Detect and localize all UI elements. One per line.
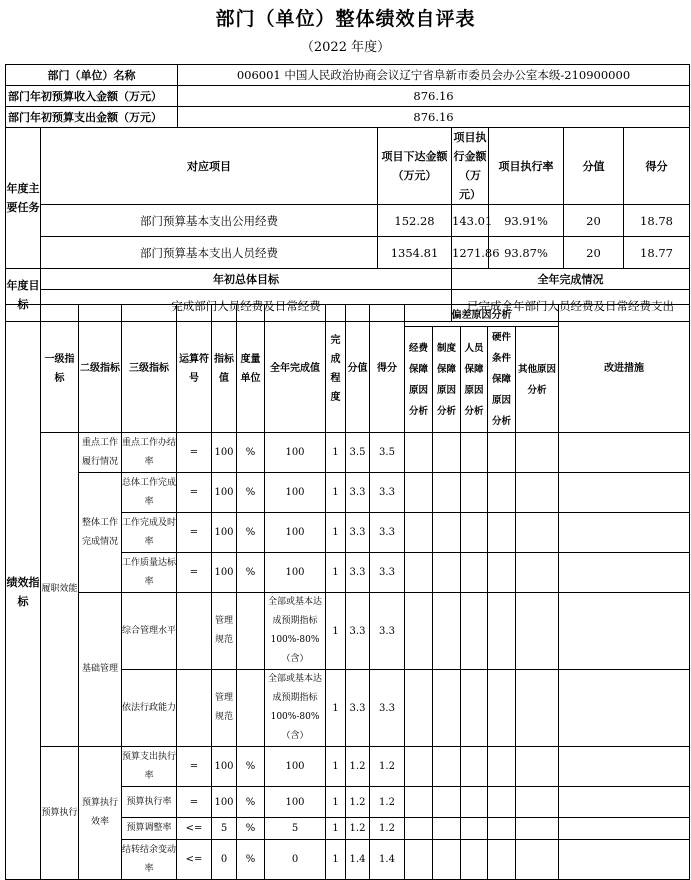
dev-other-cell — [516, 513, 559, 553]
target-value: 100 — [212, 513, 237, 553]
unit-value: % — [237, 553, 265, 593]
improve-cell — [559, 433, 690, 473]
improve-cell — [559, 513, 690, 553]
table-row — [6, 473, 690, 513]
expense-value: 876.16 — [178, 107, 690, 128]
degree-value: 1 — [326, 553, 346, 593]
dev-staff-cell — [461, 670, 488, 747]
dev-staff-cell — [461, 513, 488, 553]
header-improve: 改进措施 — [559, 305, 690, 433]
op-value: = — [177, 433, 212, 473]
actual-value: 全部或基本达成预期指标100%-80%（含） — [265, 670, 326, 747]
dev-staff-cell — [461, 593, 488, 670]
score-value: 3.3 — [346, 513, 370, 553]
dev-other-cell — [516, 670, 559, 747]
got-value: 3.3 — [370, 473, 405, 513]
l2-group: 重点工作履行情况 — [79, 433, 122, 473]
header-dev-funds: 经费保障原因分析 — [405, 327, 433, 433]
actual-value: 100 — [265, 553, 326, 593]
task-executed: 143.01 — [452, 205, 489, 237]
target-value: 5 — [212, 818, 237, 840]
dev-other-cell — [516, 840, 559, 880]
dev-system-cell — [433, 747, 461, 787]
got-value: 1.2 — [370, 818, 405, 840]
dev-staff-cell — [461, 553, 488, 593]
task-rate: 93.91% — [489, 205, 564, 237]
tasks-header-executed: 项目执行金额（万元） — [452, 128, 489, 205]
header-dev-system: 制度保障原因分析 — [433, 327, 461, 433]
l3-name: 综合管理水平 — [122, 593, 177, 670]
tasks-side-label: 年度主要任务 — [6, 128, 41, 269]
dev-staff-cell — [461, 840, 488, 880]
l3-name: 工作完成及时率 — [122, 513, 177, 553]
unit-name-value: 006001 中国人民政治协商会议辽宁省阜新市委员会办公室本级-210900000 — [178, 65, 690, 86]
dev-hardware-cell — [488, 473, 516, 513]
degree-value: 1 — [326, 473, 346, 513]
l1-group: 履职效能 — [41, 433, 79, 747]
op-value: = — [177, 747, 212, 787]
dev-hardware-cell — [488, 593, 516, 670]
header-l2: 二级指标 — [79, 305, 122, 433]
degree-value: 1 — [326, 593, 346, 670]
table-row — [6, 593, 690, 670]
unit-value — [237, 593, 265, 670]
target-value: 0 — [212, 840, 237, 880]
got-value: 3.3 — [370, 670, 405, 747]
task-got: 18.77 — [624, 237, 690, 269]
op-value: <= — [177, 840, 212, 880]
degree-value: 1 — [326, 840, 346, 880]
got-value: 1.2 — [370, 747, 405, 787]
task-score: 20 — [564, 237, 624, 269]
header-unit: 度量单位 — [237, 305, 265, 433]
dev-system-cell — [433, 433, 461, 473]
unit-value: % — [237, 787, 265, 818]
dev-system-cell — [433, 513, 461, 553]
dev-other-cell — [516, 433, 559, 473]
degree-value: 1 — [326, 513, 346, 553]
unit-value — [237, 670, 265, 747]
dev-funds-cell — [405, 513, 433, 553]
score-value: 1.2 — [346, 818, 370, 840]
dev-other-cell — [516, 553, 559, 593]
degree-value: 1 — [326, 670, 346, 747]
goals-header-actual: 全年完成情况 — [452, 269, 690, 290]
l2-group: 基础管理 — [79, 593, 122, 747]
degree-value: 1 — [326, 433, 346, 473]
improve-cell — [559, 818, 690, 840]
unit-value: % — [237, 840, 265, 880]
degree-value: 1 — [326, 747, 346, 787]
actual-value: 100 — [265, 513, 326, 553]
l3-name: 依法行政能力 — [122, 670, 177, 747]
l2-group: 预算执行效率 — [79, 747, 122, 880]
score-value: 3.3 — [346, 553, 370, 593]
dev-staff-cell — [461, 433, 488, 473]
tasks-header-score: 分值 — [564, 128, 624, 205]
dev-funds-cell — [405, 433, 433, 473]
degree-value: 1 — [326, 787, 346, 818]
op-value — [177, 670, 212, 747]
improve-cell — [559, 473, 690, 513]
task-name: 部门预算基本支出人员经费 — [41, 237, 378, 269]
unit-value: % — [237, 747, 265, 787]
improve-cell — [559, 840, 690, 880]
dev-funds-cell — [405, 747, 433, 787]
actual-value: 0 — [265, 840, 326, 880]
dev-hardware-cell — [488, 818, 516, 840]
dev-hardware-cell — [488, 670, 516, 747]
tasks-header-got: 得分 — [624, 128, 690, 205]
dev-funds-cell — [405, 670, 433, 747]
tasks-header-rate: 项目执行率 — [489, 128, 564, 205]
header-got: 得分 — [370, 305, 405, 433]
header-dev-other: 其他原因分析 — [516, 327, 559, 433]
improve-cell — [559, 593, 690, 670]
indicators-side-label: 绩效指标 — [6, 305, 41, 880]
goals-actual-text: 已完成全年部门人员经费及日常经费支出 — [452, 290, 690, 322]
dev-other-cell — [516, 818, 559, 840]
op-value — [177, 593, 212, 670]
l3-name: 重点工作办结率 — [122, 433, 177, 473]
dev-hardware-cell — [488, 513, 516, 553]
got-value: 3.3 — [370, 513, 405, 553]
task-rate: 93.87% — [489, 237, 564, 269]
header-degree: 完成程度 — [326, 305, 346, 433]
dev-other-cell — [516, 787, 559, 818]
target-value: 100 — [212, 433, 237, 473]
dev-staff-cell — [461, 818, 488, 840]
task-score: 20 — [564, 205, 624, 237]
header-deviation: 偏差原因分析 — [405, 305, 559, 327]
expense-label: 部门年初预算支出金额（万元） — [6, 107, 178, 128]
got-value: 1.2 — [370, 787, 405, 818]
task-executed: 1271.86 — [452, 237, 489, 269]
dev-other-cell — [516, 747, 559, 787]
page-subtitle: （2022 年度） — [300, 40, 391, 55]
got-value: 3.5 — [370, 433, 405, 473]
header-dev-hardware: 硬件条件保障原因分析 — [488, 327, 516, 433]
dev-funds-cell — [405, 473, 433, 513]
dev-other-cell — [516, 473, 559, 513]
target-value: 100 — [212, 787, 237, 818]
score-value: 3.3 — [346, 473, 370, 513]
op-value: <= — [177, 818, 212, 840]
dev-system-cell — [433, 473, 461, 513]
header-target: 指标值 — [212, 305, 237, 433]
task-row — [6, 237, 690, 269]
got-value: 1.4 — [370, 840, 405, 880]
tasks-header-issued: 项目下达金额（万元） — [378, 128, 452, 205]
header-l1: 一级指标 — [41, 305, 79, 433]
got-value: 3.3 — [370, 553, 405, 593]
unit-value: % — [237, 513, 265, 553]
l3-name: 总体工作完成率 — [122, 473, 177, 513]
dev-funds-cell — [405, 593, 433, 670]
l2-group: 整体工作完成情况 — [79, 473, 122, 593]
score-value: 1.4 — [346, 840, 370, 880]
l3-name: 预算执行率 — [122, 787, 177, 818]
actual-value: 全部或基本达成预期指标100%-80%（含） — [265, 593, 326, 670]
dev-system-cell — [433, 670, 461, 747]
header-dev-staff: 人员保障原因分析 — [461, 327, 488, 433]
score-value: 3.5 — [346, 433, 370, 473]
task-issued: 1354.81 — [378, 237, 452, 269]
target-value: 管理规范 — [212, 593, 237, 670]
task-name: 部门预算基本支出公用经费 — [41, 205, 378, 237]
l3-name: 预算调整率 — [122, 818, 177, 840]
got-value: 3.3 — [370, 593, 405, 670]
improve-cell — [559, 670, 690, 747]
header-actual: 全年完成值 — [265, 305, 326, 433]
score-value: 1.2 — [346, 787, 370, 818]
income-value: 876.16 — [178, 86, 690, 107]
dev-system-cell — [433, 553, 461, 593]
unit-value: % — [237, 433, 265, 473]
dev-funds-cell — [405, 818, 433, 840]
dev-funds-cell — [405, 553, 433, 593]
target-value: 100 — [212, 473, 237, 513]
dev-funds-cell — [405, 840, 433, 880]
target-value: 100 — [212, 553, 237, 593]
dev-hardware-cell — [488, 747, 516, 787]
op-value: = — [177, 513, 212, 553]
dev-hardware-cell — [488, 787, 516, 818]
header-op: 运算符号 — [177, 305, 212, 433]
goals-plan-text: 完成部门人员经费及日常经费 — [41, 290, 452, 322]
op-value: = — [177, 473, 212, 513]
dev-system-cell — [433, 593, 461, 670]
dev-funds-cell — [405, 787, 433, 818]
dev-system-cell — [433, 818, 461, 840]
target-value: 100 — [212, 747, 237, 787]
dev-staff-cell — [461, 747, 488, 787]
actual-value: 100 — [265, 747, 326, 787]
target-value: 管理规范 — [212, 670, 237, 747]
unit-value: % — [237, 473, 265, 513]
summary-table — [5, 64, 690, 322]
improve-cell — [559, 787, 690, 818]
degree-value: 1 — [326, 818, 346, 840]
actual-value: 100 — [265, 787, 326, 818]
l1-group: 预算执行 — [41, 747, 79, 880]
task-got: 18.78 — [624, 205, 690, 237]
dev-hardware-cell — [488, 553, 516, 593]
dev-other-cell — [516, 593, 559, 670]
task-issued: 152.28 — [378, 205, 452, 237]
l3-name: 结转结余变动率 — [122, 840, 177, 880]
dev-hardware-cell — [488, 840, 516, 880]
goals-side-label: 年度目标 — [6, 269, 41, 322]
actual-value: 5 — [265, 818, 326, 840]
dev-staff-cell — [461, 787, 488, 818]
tasks-header-project: 对应项目 — [41, 128, 378, 205]
unit-name-label: 部门（单位）名称 — [6, 65, 178, 86]
op-value: = — [177, 553, 212, 593]
table-row — [6, 747, 690, 787]
income-label: 部门年初预算收入金额（万元） — [6, 86, 178, 107]
score-value: 1.2 — [346, 747, 370, 787]
improve-cell — [559, 747, 690, 787]
actual-value: 100 — [265, 433, 326, 473]
l3-name: 预算支出执行率 — [122, 747, 177, 787]
actual-value: 100 — [265, 473, 326, 513]
goals-header-plan: 年初总体目标 — [41, 269, 452, 290]
score-value: 3.3 — [346, 670, 370, 747]
table-row — [6, 433, 690, 473]
improve-cell — [559, 553, 690, 593]
header-score: 分值 — [346, 305, 370, 433]
score-value: 3.3 — [346, 593, 370, 670]
dev-system-cell — [433, 787, 461, 818]
dev-staff-cell — [461, 473, 488, 513]
dev-hardware-cell — [488, 433, 516, 473]
indicators-table — [5, 304, 690, 880]
l3-name: 工作质量达标率 — [122, 553, 177, 593]
page-title: 部门（单位）整体绩效自评表 — [215, 8, 476, 30]
header-l3: 三级指标 — [122, 305, 177, 433]
dev-system-cell — [433, 840, 461, 880]
task-row — [6, 205, 690, 237]
unit-value: % — [237, 818, 265, 840]
op-value: = — [177, 787, 212, 818]
